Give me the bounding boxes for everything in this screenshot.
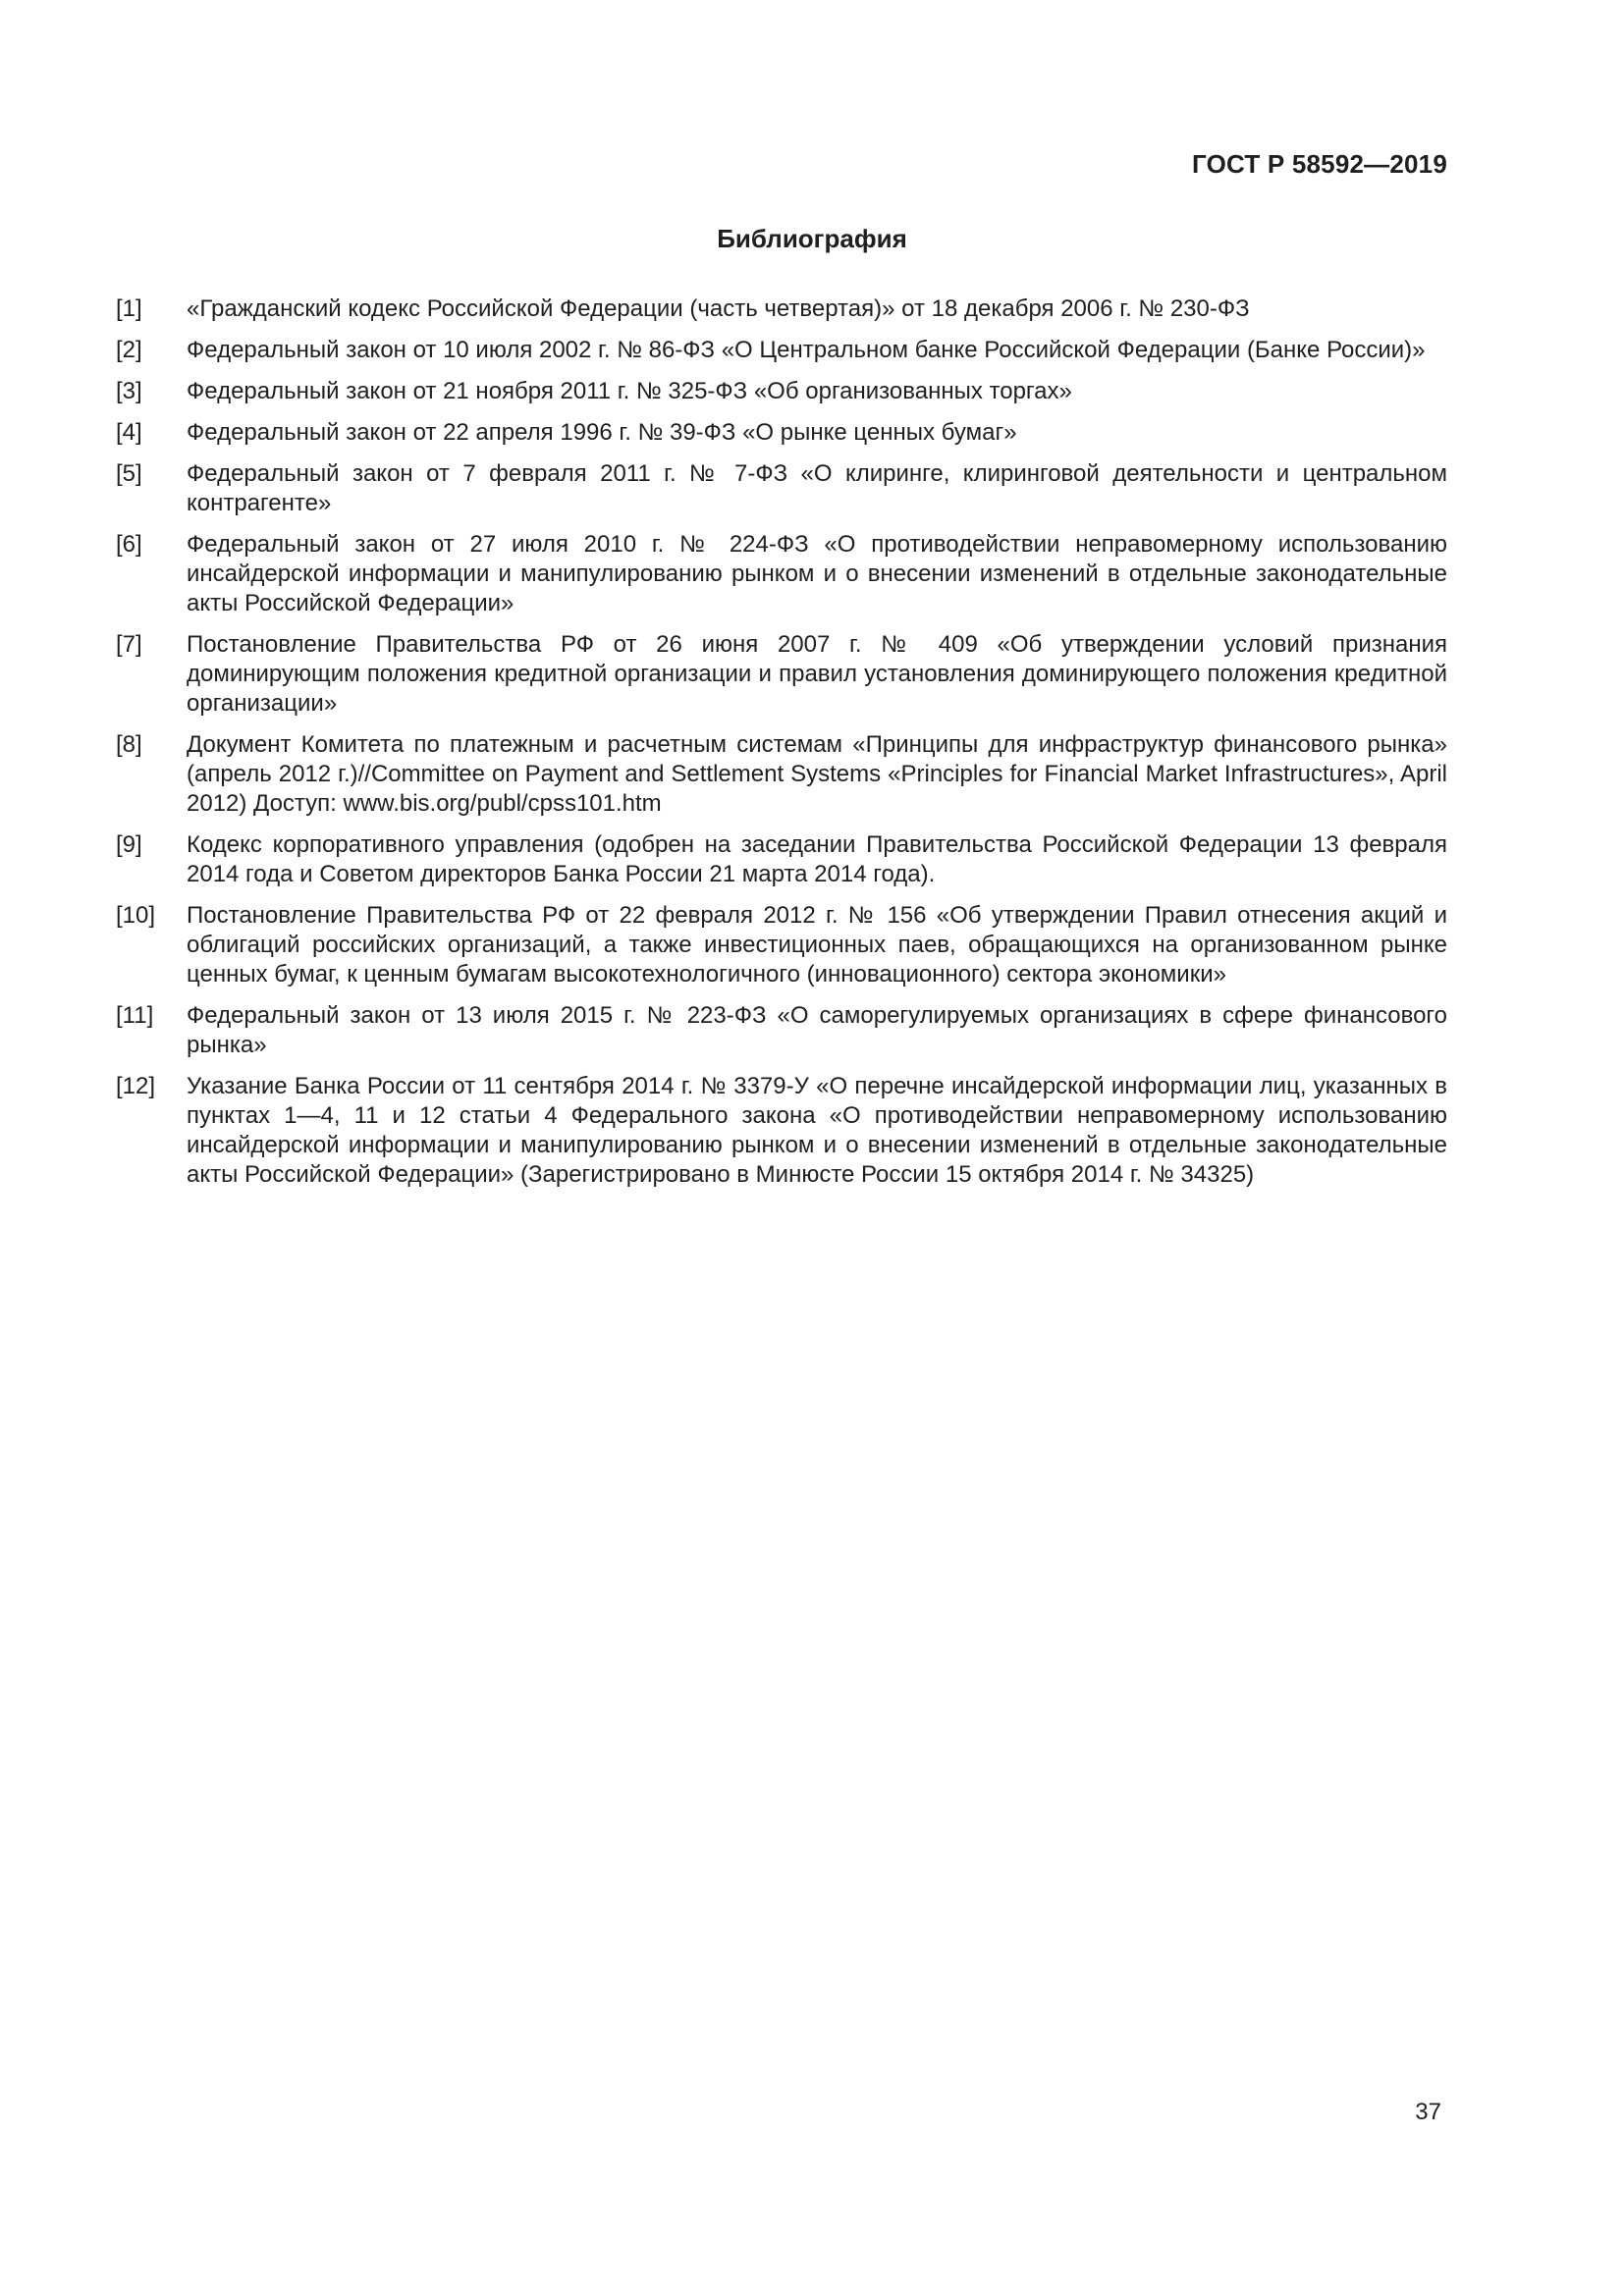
bibliography-item-number: [6] (116, 531, 142, 558)
bibliography-item-text: Федеральный закон от 27 июля 2010 г. № 224-ФЗ «О противодействии неправомерному использованию инсайдерской информации и манипулированию рынком и о внесении изменений в отдельные законодательные акты Российской Федерации» (187, 531, 1447, 616)
bibliography-item-text: Указание Банка России от 11 сентября 2014 г. № 3379-У «О перечне инсайдерской информации лиц, указанных в пунктах 1—4, 11 и 12 статьи 4 Федерального закона «О противодействии неправомерному использованию инсайдерской информации и манипулированию рынком и о внесении изменений в отдельные законодательные акты Российской Федерации» (Зарегистрировано в Минюсте России 15 октября 2014 г. № 34325) (187, 1073, 1447, 1188)
bibliography-item (116, 630, 1447, 719)
bibliography-item-number: [12] (116, 1073, 156, 1099)
bibliography-item-text: Документ Комитета по платежным и расчетным системам «Принципы для инфраструктур финансового рынка» (апрель 2012 г.)//Committee on Payment and Settlement Systems «Principles for Financial Market Infrastructures», April 2012) Доступ: www.bis.org/publ/cpss101.htm (187, 731, 1447, 817)
bibliography-item-number: [5] (116, 460, 142, 487)
bibliography-item (116, 377, 1447, 406)
bibliography-item-number: [1] (116, 295, 142, 322)
bibliography-item-number: [8] (116, 731, 142, 758)
bibliography-item-number: [4] (116, 419, 142, 446)
bibliography-title: Библиография (717, 224, 907, 253)
bibliography-item (116, 730, 1447, 819)
bibliography-item-text: «Гражданский кодекс Российской Федерации (часть четвертая)» от 18 декабря 2006 г. № 230-ФЗ (187, 295, 1250, 322)
bibliography-item-text: Кодекс корпоративного управления (одобрен на заседании Правительства Российской Федерации 13 февраля 2014 года и Советом директоров Банка России 21 марта 2014 года). (187, 831, 1447, 887)
bibliography-item-text: Федеральный закон от 10 июля 2002 г. № 86-ФЗ «О Центральном банке Российской Федерации (Банке России)» (187, 337, 1426, 363)
bibliography-item (116, 1072, 1447, 1190)
bibliography-item (116, 418, 1447, 448)
document-code: ГОСТ Р 58592—2019 (1192, 149, 1447, 179)
bibliography-item-number: [7] (116, 631, 142, 658)
bibliography-item-number: [3] (116, 378, 142, 404)
bibliography-item (116, 901, 1447, 989)
bibliography-item-text: Постановление Правительства РФ от 22 февраля 2012 г. № 156 «Об утверждении Правил отнесения акций и облигаций российских организаций, а также инвестиционных паев, обращающихся на организованном рынке ценных бумаг, к ценным бумагам высокотехнологичного (инновационного) сектора экономики» (187, 902, 1447, 988)
page-number: 37 (1415, 2099, 1441, 2125)
bibliography-item-text: Федеральный закон от 13 июля 2015 г. № 223-ФЗ «О саморегулируемых организациях в сфере финансового рынка» (187, 1002, 1447, 1058)
bibliography-item-text: Федеральный закон от 7 февраля 2011 г. № 7-ФЗ «О клиринге, клиринговой деятельности и центральном контрагенте» (187, 460, 1447, 516)
bibliography-item (116, 830, 1447, 889)
bibliography-list (116, 294, 1447, 1201)
bibliography-item-number: [9] (116, 831, 142, 858)
bibliography-item (116, 530, 1447, 618)
bibliography-item-number: [2] (116, 337, 142, 363)
bibliography-item (116, 1001, 1447, 1060)
bibliography-item-number: [10] (116, 902, 156, 929)
bibliography-item (116, 294, 1447, 324)
bibliography-item-text: Постановление Правительства РФ от 26 июня 2007 г. № 409 «Об утверждении условий признания доминирующим положения кредитной организации и правил установления доминирующего положения кредитной организации» (187, 631, 1447, 717)
bibliography-item (116, 459, 1447, 518)
bibliography-item-number: [11] (116, 1002, 154, 1029)
bibliography-item-text: Федеральный закон от 21 ноября 2011 г. № 325-ФЗ «Об организованных торгах» (187, 378, 1072, 404)
bibliography-item (116, 336, 1447, 365)
bibliography-item-text: Федеральный закон от 22 апреля 1996 г. № 39-ФЗ «О рынке ценных бумаг» (187, 419, 1017, 446)
